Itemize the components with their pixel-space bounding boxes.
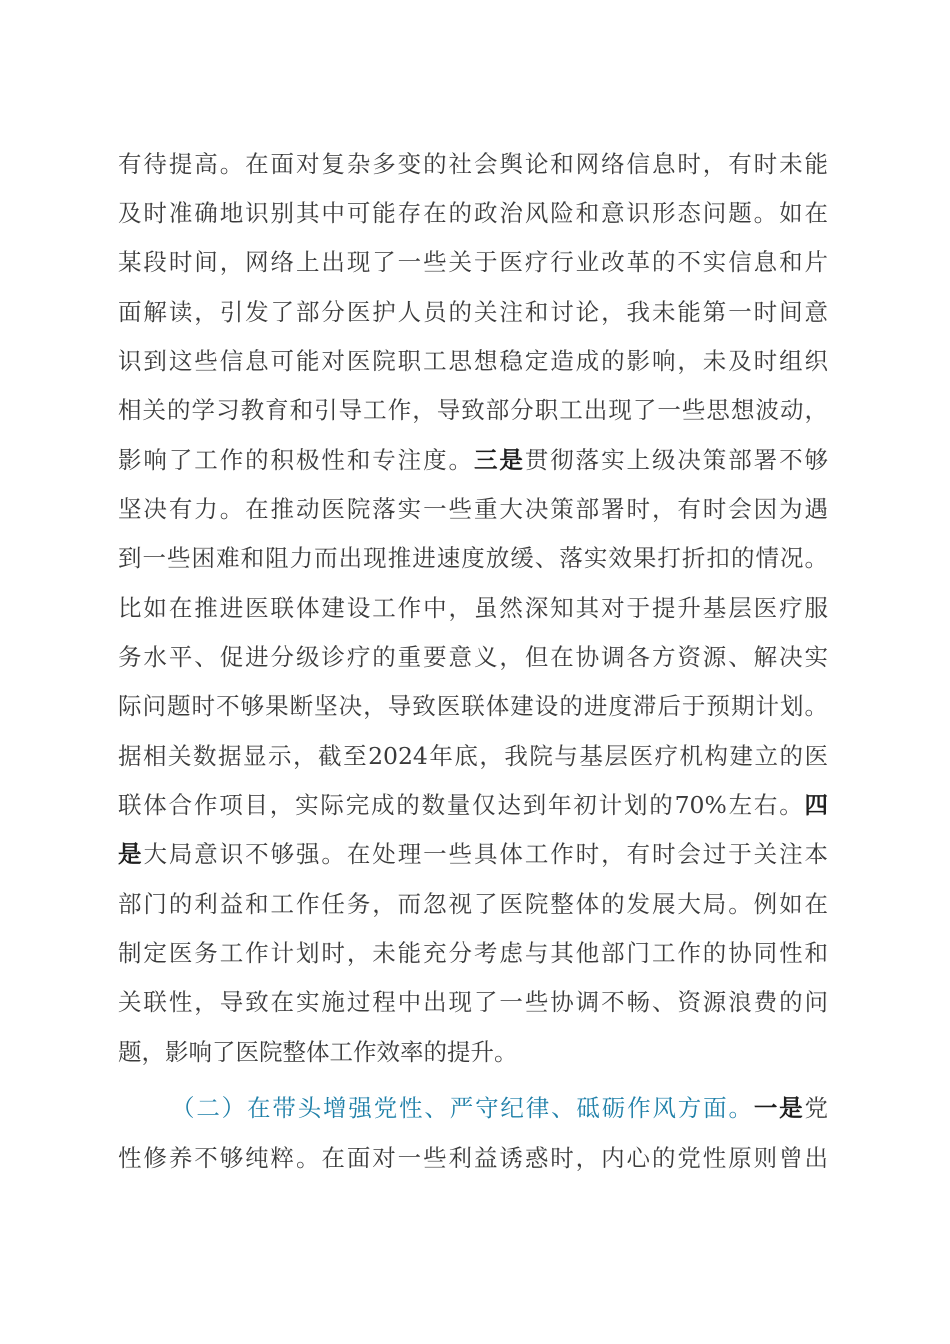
body-line: 识到这些信息可能对医院职工思想稳定造成的影响，未及时组织 — [118, 347, 828, 375]
body-line: 制定医务工作计划时，未能充分考虑与其他部门工作的协同性和 — [118, 939, 828, 967]
section-heading-line — [171, 1084, 828, 1132]
body-line: 面解读，引发了部分医护人员的关注和讨论，我未能第一时间意 — [118, 298, 828, 326]
body-line: 坚决有力。在推动医院落实一些重大决策部署时，有时会因为遇 — [118, 495, 828, 523]
body-line: 关联性，导致在实施过程中出现了一些协调不畅、资源浪费的问 — [118, 988, 828, 1016]
section-heading: （二）在带头增强党性、严守纪律、砥砺作风方面。 — [171, 1094, 754, 1122]
body-line: 际问题时不够果断坚决，导致医联体建设的进度滞后于预期计划。 — [118, 692, 828, 720]
body-line: 到一些困难和阻力而出现推进速度放缓、落实效果打折扣的情况。 — [118, 544, 828, 572]
body-line: 相关的学习教育和引导工作，导致部分职工出现了一些思想波动， — [118, 396, 828, 424]
body-line — [118, 830, 828, 878]
line-text: 贯彻落实上级决策部署不够 — [524, 446, 829, 474]
paragraph-end-line: 题，影响了医院整体工作效率的提升。 — [118, 1038, 518, 1066]
body-line: 及时准确地识别其中可能存在的政治风险和意识形态问题。如在 — [118, 199, 828, 227]
body-line: 某段时间，网络上出现了一些关于医疗行业改革的不实信息和片 — [118, 248, 828, 276]
body-line — [118, 781, 828, 829]
line-text: 大局意识不够强。在处理一些具体工作时，有时会过于关注本 — [143, 840, 829, 868]
body-line: 据相关数据显示，截至2024年底，我院与基层医疗机构建立的医 — [118, 742, 828, 770]
body-line: 部门的利益和工作任务，而忽视了医院整体的发展大局。例如在 — [118, 890, 828, 918]
line-text: 联体合作项目，实际完成的数量仅达到年初计划的70%左右。 — [118, 791, 805, 819]
body-line: 比如在推进医联体建设工作中，虽然深知其对于提升基层医疗服 — [118, 594, 828, 622]
body-line: 务水平、促进分级诊疗的重要意义，但在协调各方资源、解决实 — [118, 643, 828, 671]
line-text: 党 — [804, 1094, 829, 1122]
emphasis-text: 四 — [804, 791, 828, 819]
emphasis-text: 三是 — [473, 446, 525, 474]
emphasis-text: 一是 — [753, 1094, 805, 1122]
line-text: 影响了工作的积极性和专注度。 — [118, 446, 474, 474]
emphasis-text: 是 — [118, 840, 144, 868]
body-line — [118, 436, 828, 484]
body-line: 有待提高。在面对复杂多变的社会舆论和网络信息时，有时未能 — [118, 150, 828, 178]
body-line: 性修养不够纯粹。在面对一些利益诱惑时，内心的党性原则曾出 — [118, 1144, 828, 1172]
